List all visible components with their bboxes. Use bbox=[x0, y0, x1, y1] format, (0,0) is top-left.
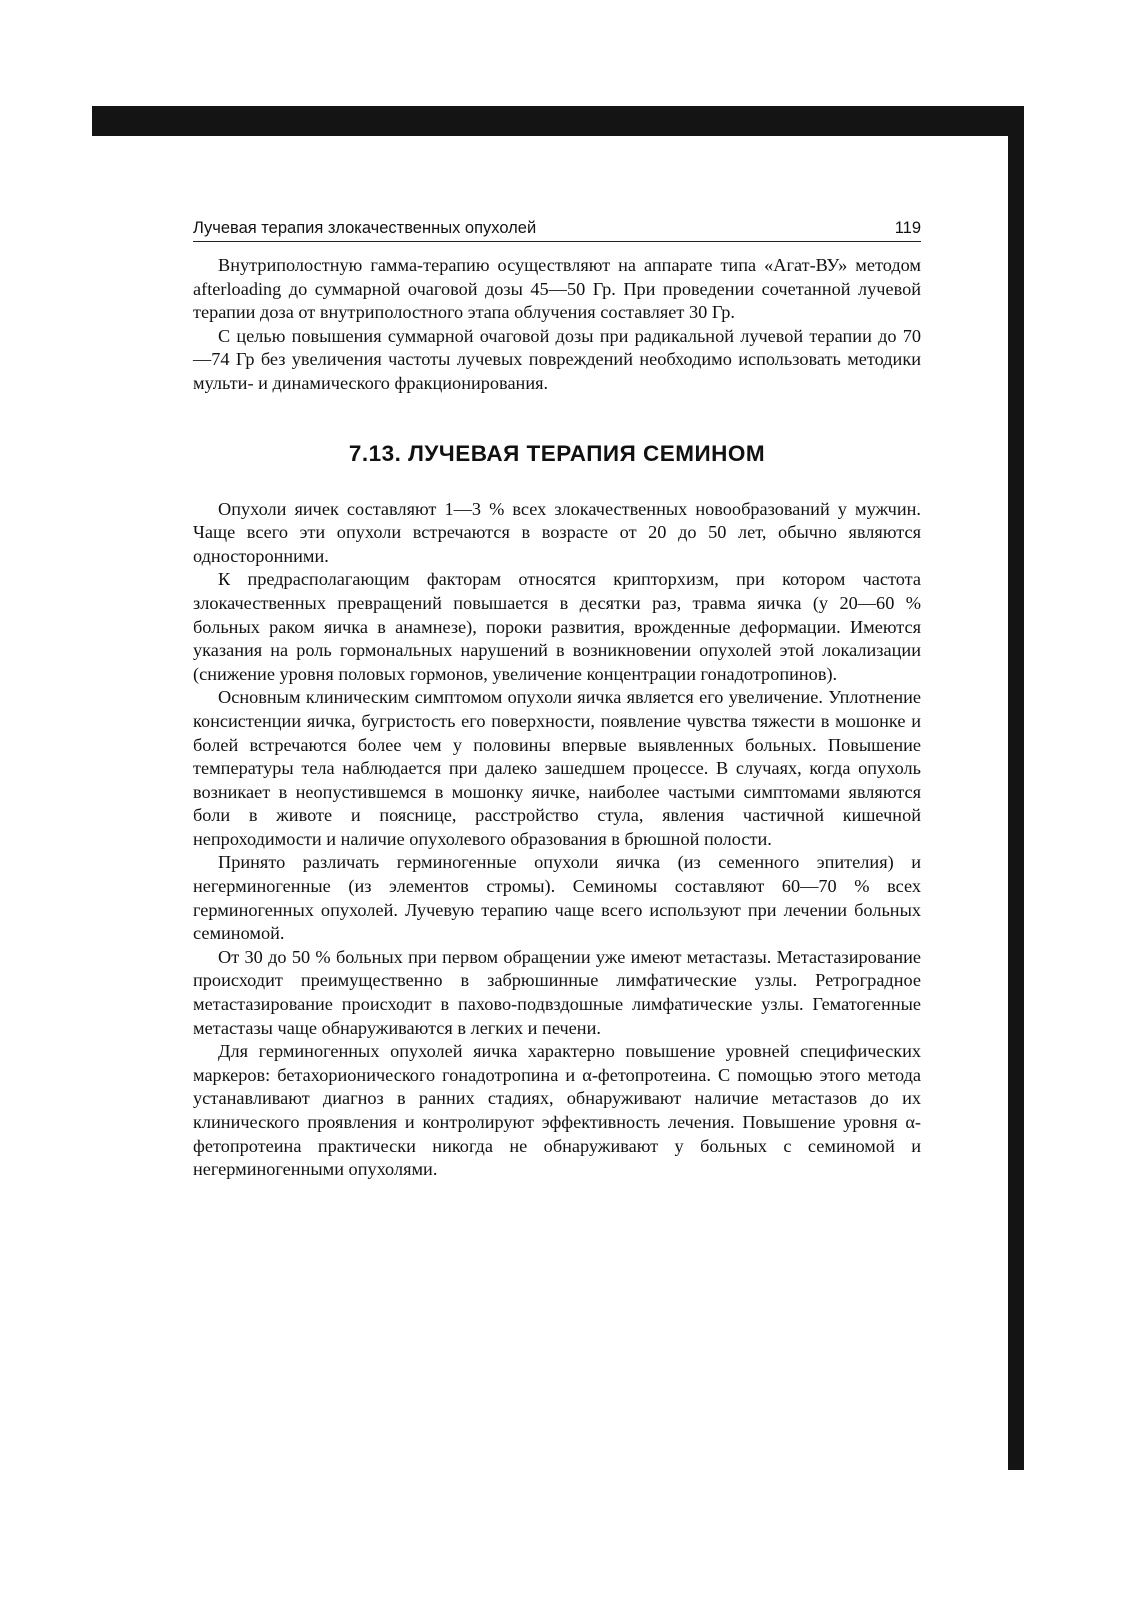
page-number: 119 bbox=[894, 219, 921, 237]
section-title: 7.13. ЛУЧЕВАЯ ТЕРАПИЯ СЕМИНОМ bbox=[348, 440, 766, 466]
paragraph: Внутриполостную гамма-терапию осуществляют на аппарате типа «Агат-ВУ» методом afterloading до суммарной очаговой дозы 45—50 Гр. При проведении сочетанной лучевой терапии доза от внутриполостного этапа облучения составляет 30 Гр. bbox=[193, 255, 921, 323]
paragraph: К предрасполагающим факторам относятся крипторхизм, при котором частота злокачественных превращений повышается в десятки раз, травма яичка (у 20—60 % больных раком яичка в анамнезе), пороки развития, врожденные деформации. Имеются указания на роль гормональных нарушений в возникновении опухолей этой локализации (снижение уровня половых гормонов, увеличение концентрации гонадотропинов). bbox=[193, 569, 921, 684]
book-page bbox=[193, 218, 921, 1182]
scan-border-top bbox=[92, 106, 1020, 136]
paragraph: Основным клиническим симптомом опухоли яичка является его увеличение. Уплотнение консистенции яичка, бугристость его поверхности, появление чувства тяжести в мошонке и болей встречаются более чем у половины впервые выявленных больных. Повышение температуры тела наблюдается при далеко зашедшем процессе. В случаях, когда опухоль возникает в неопустившемся в мошонку яичке, наиболее частыми симптомами являются боли в животе и пояснице, расстройство стула, явления частичной кишечной непроходимости и наличие опухолевого образования в брюшной полости. bbox=[193, 687, 921, 849]
paragraph: Принято различать герминогенные опухоли яичка (из семенного эпителия) и негерминогенные (из элементов стромы). Семиномы составляют 60—70 % всех герминогенных опухолей. Лучевую терапию чаще всего используют при лечении больных семиномой. bbox=[193, 852, 921, 944]
paragraph: С целью повышения суммарной очаговой дозы при радикальной лучевой терапии до 70—74 Гр без увеличения частоты лучевых повреждений необходимо использовать методики мульти- и динамического фракционирования. bbox=[193, 325, 921, 393]
paragraph: Опухоли яичек составляют 1—3 % всех злокачественных новообразований у мужчин. Чаще всего эти опухоли встречаются в возрасте от 20 до 50 лет, обычно являются односторонними. bbox=[193, 498, 921, 566]
paragraph: Для герминогенных опухолей яичка характерно повышение уровней специфических маркеров: бетахорионического гонадотропина и α-фетопротеина. С помощью этого метода устанавливают диагноз в ранних стадиях, обнаруживают наличие метастазов до их клинического проявления и контролируют эффективность лечения. Повышение уровня α-фетопротеина практически никогда не обнаруживают у больных с семиномой и негерминогенными опухолями. bbox=[193, 1041, 921, 1180]
scan-border-right bbox=[1008, 106, 1024, 1470]
running-header bbox=[193, 218, 921, 242]
paragraph: От 30 до 50 % больных при первом обращении уже имеют метастазы. Метастазирование происходит преимущественно в забрюшинные лимфатические узлы. Ретроградное метастазирование происходит в пахово-подвздошные лимфатические узлы. Гематогенные метастазы чаще обнаруживаются в легких и печени. bbox=[193, 946, 921, 1038]
running-title: Лучевая терапия злокачественных опухолей bbox=[193, 219, 537, 237]
